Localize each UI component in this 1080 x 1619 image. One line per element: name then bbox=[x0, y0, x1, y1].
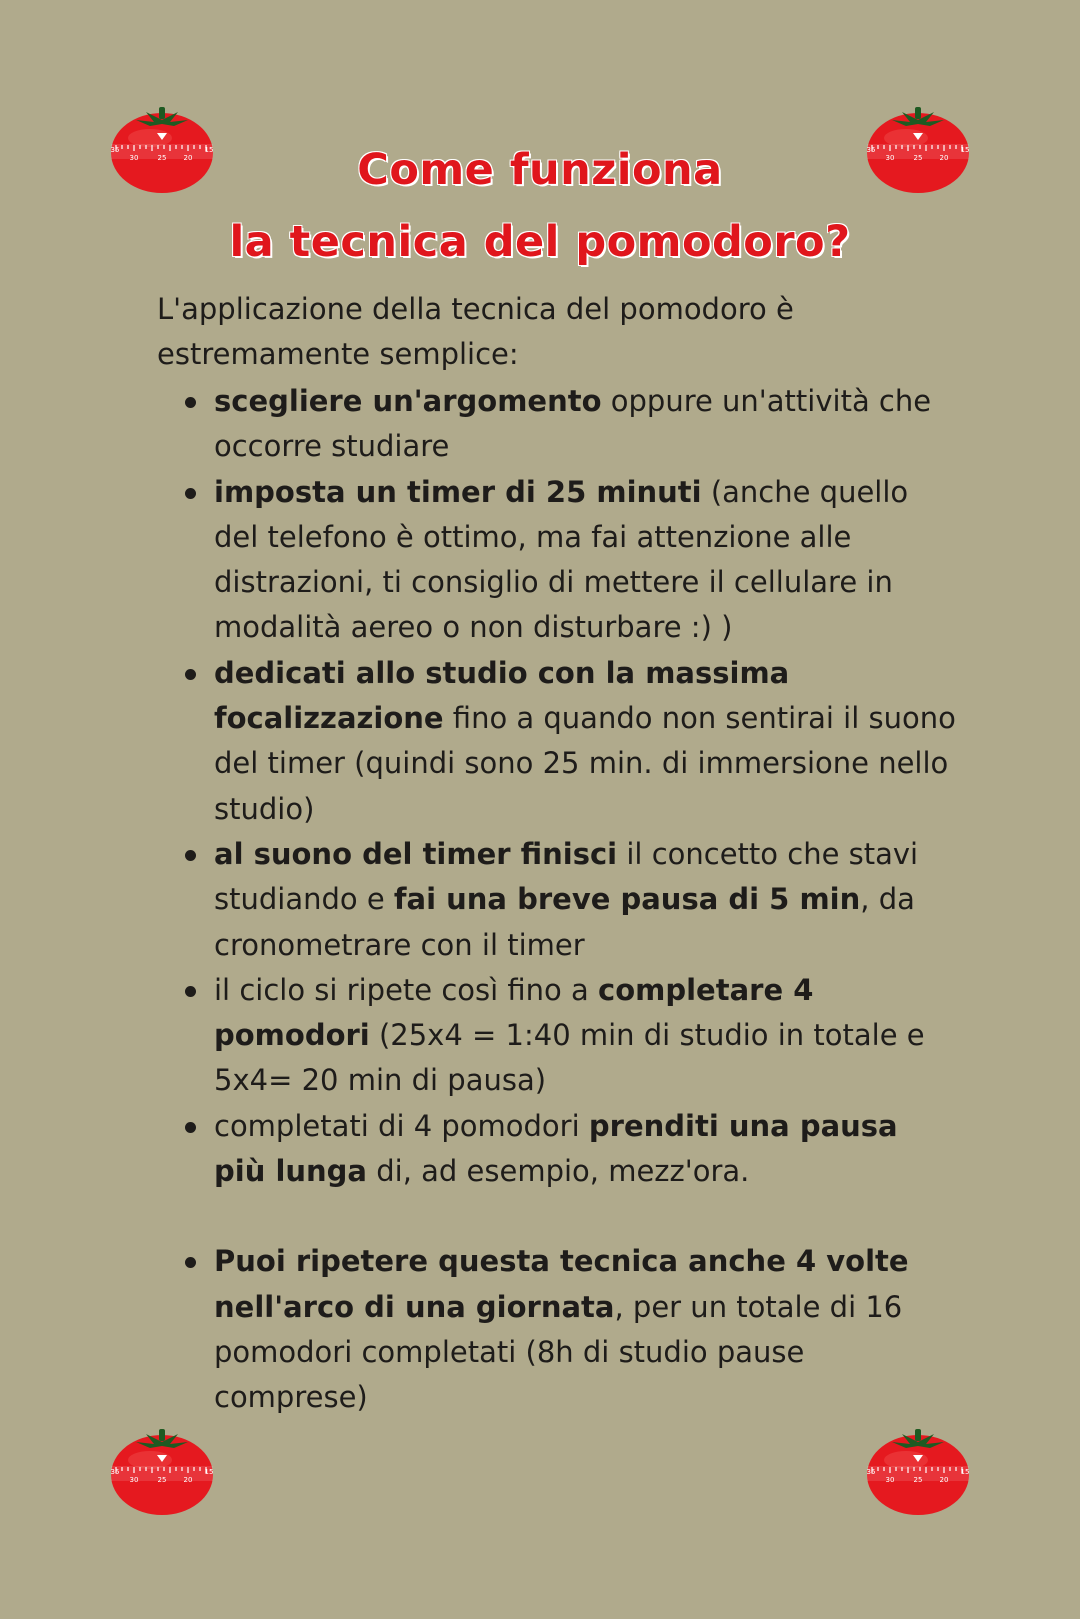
body-text: , per un totale di 16 pomodori completati (8h di studio pause comprese) bbox=[214, 1289, 903, 1415]
body-text: il concetto che stavi studiando e bbox=[214, 836, 919, 917]
bold-text: scegliere un'argomento bbox=[214, 384, 602, 418]
svg-text:15: 15 bbox=[960, 1468, 970, 1476]
svg-text:35: 35 bbox=[110, 146, 120, 154]
body-text: oppure un'attività che occorre studiare bbox=[214, 384, 932, 464]
svg-text:35: 35 bbox=[110, 1468, 120, 1476]
title-line-1: Come funziona bbox=[357, 145, 723, 195]
bold-text: prenditi una pausa più lunga bbox=[214, 1108, 898, 1189]
bold-text: dedicati allo studio con la massima focalizzazione bbox=[214, 655, 790, 736]
svg-text:35: 35 bbox=[866, 146, 876, 154]
svg-text:20: 20 bbox=[939, 1476, 949, 1484]
bold-text: al suono del timer finisci bbox=[214, 836, 618, 871]
body-text: fino a quando non sentirai il suono del timer (quindi sono 25 min. di immersione nello studio) bbox=[214, 701, 956, 826]
svg-text:25: 25 bbox=[913, 154, 923, 162]
body-text: (anche quello del telefono è ottimo, ma fai attenzione alle distrazioni, ti consiglio di mettere il cellulare in modalità aereo o non disturbare :) ) bbox=[214, 474, 909, 645]
list-item bbox=[157, 1104, 957, 1195]
svg-text:30: 30 bbox=[129, 1476, 139, 1484]
list-item bbox=[157, 470, 957, 651]
svg-text:25: 25 bbox=[913, 1476, 923, 1484]
tomato-timer-icon bbox=[110, 1426, 214, 1516]
list-item bbox=[157, 968, 957, 1104]
body-text: (25x4 = 1:40 min di studio in totale e 5x4= 20 min di pausa) bbox=[214, 1018, 925, 1098]
svg-text:15: 15 bbox=[204, 146, 214, 154]
bold-text: imposta un timer di 25 minuti bbox=[214, 474, 702, 509]
body-text: il ciclo si ripete così fino a bbox=[214, 972, 599, 1007]
svg-text:20: 20 bbox=[183, 154, 193, 162]
list-item bbox=[157, 379, 957, 470]
svg-text:15: 15 bbox=[960, 146, 970, 154]
svg-text:20: 20 bbox=[939, 154, 949, 162]
list-item bbox=[157, 1239, 957, 1420]
bold-text: completare 4 pomodori bbox=[214, 972, 814, 1053]
tomato-timer-icon bbox=[866, 1426, 970, 1516]
svg-text:20: 20 bbox=[183, 1476, 193, 1484]
svg-text:30: 30 bbox=[885, 1476, 895, 1484]
svg-text:15: 15 bbox=[204, 1468, 214, 1476]
svg-text:30: 30 bbox=[129, 154, 139, 162]
bold-text: fai una breve pausa di 5 min bbox=[393, 882, 861, 917]
svg-text:25: 25 bbox=[157, 154, 167, 162]
list-item bbox=[157, 832, 957, 968]
body-text: , da cronometrare con il timer bbox=[214, 882, 915, 962]
steps-list bbox=[157, 379, 957, 1421]
content-body bbox=[157, 287, 957, 1421]
title-line-2: la tecnica del pomodoro? bbox=[229, 217, 851, 267]
page-title bbox=[0, 134, 1080, 278]
body-text: di, ad esempio, mezz'ora. bbox=[367, 1154, 750, 1189]
body-text: completati di 4 pomodori bbox=[214, 1108, 589, 1143]
svg-text:30: 30 bbox=[885, 154, 895, 162]
svg-text:25: 25 bbox=[157, 1476, 167, 1484]
svg-text:35: 35 bbox=[866, 1468, 876, 1476]
list-item bbox=[157, 651, 957, 832]
bold-text: Puoi ripetere questa tecnica anche 4 volte nell'arco di una giornata bbox=[214, 1244, 909, 1324]
intro-text: L'applicazione della tecnica del pomodoro è estremamente semplice: bbox=[157, 292, 794, 371]
